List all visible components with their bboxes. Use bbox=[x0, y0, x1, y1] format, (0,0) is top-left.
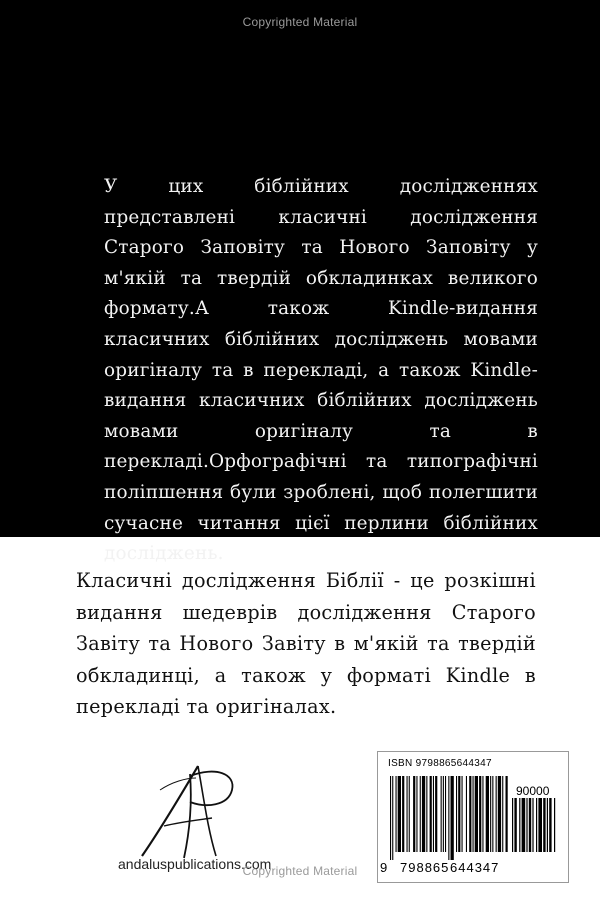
barcode-bar bbox=[448, 776, 449, 860]
barcode-bars bbox=[390, 776, 508, 860]
barcode-bar bbox=[456, 776, 457, 852]
barcode-bar bbox=[490, 776, 491, 852]
barcode-bar bbox=[486, 776, 489, 852]
barcode-bar bbox=[514, 798, 516, 852]
barcode-bar bbox=[426, 776, 427, 852]
barcode-bar bbox=[473, 776, 474, 852]
isbn-label: ISBN 9798865644347 bbox=[388, 758, 492, 769]
copyright-watermark-bottom: Copyrighted Material bbox=[242, 864, 358, 878]
barcode-bar bbox=[422, 776, 425, 852]
barcode-bar bbox=[549, 798, 551, 852]
copyright-watermark-top: Copyrighted Material bbox=[242, 15, 358, 29]
barcode-bar bbox=[402, 776, 404, 852]
barcode-bar bbox=[519, 798, 520, 852]
barcode-bar bbox=[462, 776, 463, 852]
barcode-bar bbox=[409, 776, 410, 852]
barcode-bar bbox=[482, 776, 483, 852]
barcode-bar bbox=[392, 776, 393, 860]
barcode-bar bbox=[532, 798, 533, 852]
barcode-bar bbox=[443, 776, 444, 852]
barcode-bar bbox=[430, 776, 432, 852]
barcode-bar bbox=[506, 776, 508, 852]
cover-description-top: У цих біблійних дослідженнях представлені класичні дослідження Старого Заповіту та Нового Заповіту у м'якій та твердій обкладинках великого формату.А також Kindle-видання класичних біблійних досліджень мовами оригіналу та в перекладі, а також Kindle-видання класичних біблійних досліджень мовами оригіналу та в перекладі.Орфографічні та типографічні поліпшення були зроблені, щоб полегшити сучасне читання цієї перлини біблійних досліджень. bbox=[104, 176, 538, 565]
barcode-bar bbox=[413, 776, 415, 852]
barcode-bar bbox=[502, 776, 503, 852]
barcode-bar bbox=[416, 776, 417, 852]
publisher-website: andaluspublications.com bbox=[118, 856, 272, 872]
barcode-bar bbox=[407, 776, 408, 852]
barcode-bar bbox=[479, 776, 481, 852]
barcode-bar bbox=[554, 798, 555, 852]
barcode-bar bbox=[435, 776, 437, 852]
barcode-bar bbox=[547, 798, 548, 852]
barcode-bar bbox=[496, 776, 497, 852]
ap-monogram-icon bbox=[120, 760, 270, 860]
barcode-bar bbox=[398, 776, 401, 852]
barcode-bar bbox=[390, 776, 391, 860]
barcode-bar bbox=[451, 776, 454, 860]
price-code: 90000 bbox=[516, 784, 550, 798]
barcode-digits-left: 798865 bbox=[400, 860, 450, 875]
barcode-bar bbox=[458, 776, 460, 852]
barcode-bar bbox=[522, 798, 526, 852]
barcode-bar bbox=[543, 798, 545, 852]
barcode-lead-digit: 9 bbox=[380, 860, 388, 875]
barcode-bar bbox=[420, 776, 421, 852]
cover-description-bottom: Класичні дослідження Біблії - це розкішні видання шедеврів дослідження Старого Завіту та Нового Завіту в м'якій та твердій обкладинці, а також у форматі Kindle в перекладі та оригіналах. bbox=[76, 569, 536, 718]
barcode-bar bbox=[445, 776, 446, 852]
barcode-bar bbox=[469, 776, 471, 852]
barcode-bar bbox=[512, 798, 513, 852]
barcode-bar bbox=[475, 776, 478, 852]
barcode-bar bbox=[433, 776, 434, 852]
barcode-digits-right: 644347 bbox=[450, 860, 500, 875]
barcode-bar bbox=[466, 776, 467, 852]
barcode-bar bbox=[441, 776, 442, 852]
barcode-bar bbox=[536, 798, 537, 852]
barcode-bar bbox=[529, 798, 531, 852]
barcode-bar bbox=[538, 798, 542, 852]
barcode-bar bbox=[396, 776, 397, 852]
barcode-bar bbox=[498, 776, 501, 852]
barcode-bar bbox=[526, 798, 527, 852]
barcode-bar bbox=[492, 776, 493, 852]
addon-barcode-bars bbox=[512, 798, 560, 860]
